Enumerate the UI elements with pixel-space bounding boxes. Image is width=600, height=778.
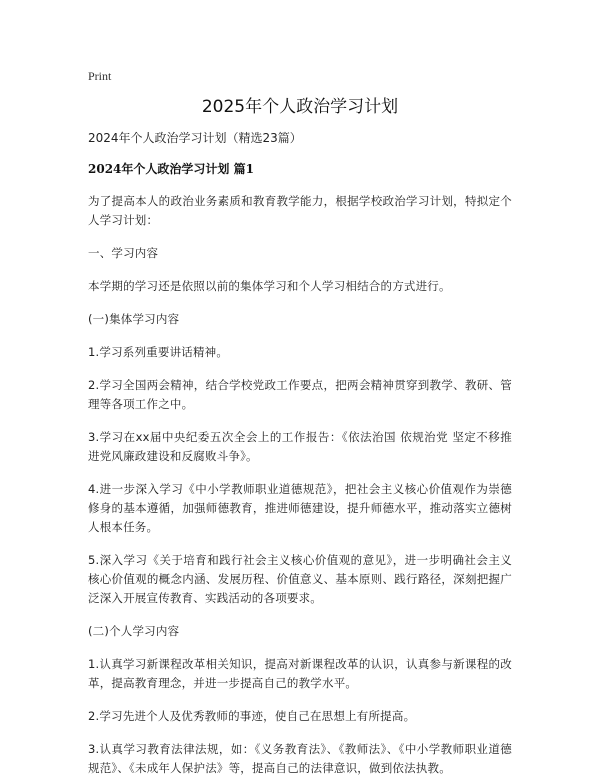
page-title: 2025年个人政治学习计划 — [201, 97, 399, 117]
individual-study-item-1: 1.认真学习新课程改革相关知识，提高对新课程改革的认识，认真参与新课程的改革，提高教育理念，并进一步提高自己的教学水平。 — [88, 657, 512, 690]
group-study-item-4: 4.进一步深入学习《中小学教师职业道德规范》，把社会主义核心价值观作为崇德修身的基本遵循，加强师德教育，推进师德建设，提升师德水平，推动落实立德树人根本任务。 — [88, 482, 512, 534]
heading-group-study: (一)集体学习内容 — [88, 312, 180, 326]
section-heading: 2024年个人政治学习计划 篇1 — [88, 162, 254, 176]
group-study-item-3: 3.学习在xx届中央纪委五次全会上的工作报告：《依法治国 依规治党 坚定不移推进党风廉政建设和反腐败斗争》。 — [88, 430, 512, 463]
group-study-item-5: 5.深入学习《关于培育和践行社会主义核心价值观的意见》，进一步明确社会主义核心价值观的概念内涵、发展历程、价值意义、基本原则、践行路径，深刻把握广泛深入开展宣传教育、实践活动的各项要求。 — [88, 553, 512, 605]
individual-study-item-2: 2.学习先进个人及优秀教师的事迹，使自己在思想上有所提高。 — [88, 709, 416, 723]
heading-study-content: 一、学习内容 — [88, 246, 159, 260]
print-link[interactable]: Print — [88, 69, 112, 83]
document-subtitle: 2024年个人政治学习计划（精选23篇） — [88, 131, 302, 145]
heading-individual-study: (二)个人学习内容 — [88, 624, 180, 638]
group-study-item-2: 2.学习全国两会精神，结合学校党政工作要点，把两会精神贯穿到教学、教研、管理等各项工作之中。 — [88, 378, 512, 411]
group-study-item-1: 1.学习系列重要讲话精神。 — [88, 345, 229, 359]
paragraph-intro: 为了提高本人的政治业务素质和教育教学能力，根据学校政治学习计划，特拟定个人学习计划： — [88, 194, 512, 227]
paragraph-study-method: 本学期的学习还是依照以前的集体学习和个人学习相结合的方式进行。 — [88, 279, 451, 293]
individual-study-item-3: 3.认真学习教育法律法规，如：《义务教育法》、《教师法》、《中小学教师职业道德规范》、《未成年人保护法》等，提高自己的法律意识，做到依法执教。 — [88, 742, 512, 775]
